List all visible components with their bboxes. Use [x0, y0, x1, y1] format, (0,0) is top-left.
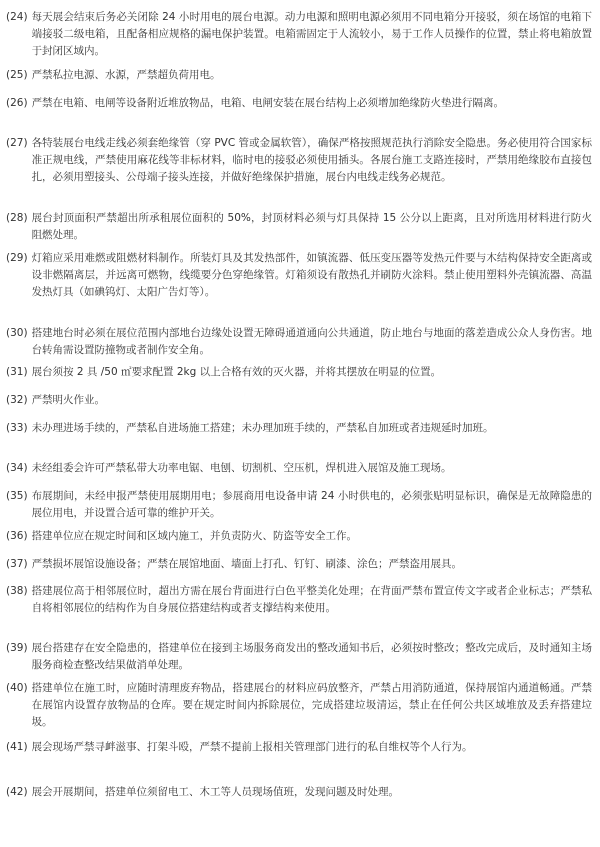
rule-text: 搭建单位在施工时，应随时清理废弃物品，搭建展台的材料应码放整齐，严禁占用消防通道，保持展馆内通道畅通。严禁在展馆内设置存放物品的仓库。要在规定时间内拆除展位，完成搭建垃圾清运，禁止在任何公共区域堆放及丢弃搭建垃圾。	[31, 682, 592, 728]
rule-28	[6, 210, 592, 244]
rule-text: 各特装展台电线走线必须套绝缘管（穿 PVC 管或金属软管），确保严格按照规范执行消除安全隐患。务必使用符合国家标准正规电线，严禁使用麻花线等非标材料，临时电的接驳必须使用插头。各展台施工支路连接时，严禁用绝缘胶布直接包扎，必须用塑接头、公母端子接头连接，并做好绝缘保护措施，展台内电线走线务必规范。	[31, 137, 592, 183]
rule-number: (38)	[6, 585, 28, 597]
rule-number: (36)	[6, 530, 28, 542]
rule-text: 展会现场严禁寻衅滋事、打架斗殴，严禁不提前上报相关管理部门进行的私自维权等个人行为。	[31, 741, 473, 753]
rule-text: 严禁明火作业。	[31, 394, 106, 406]
rule-text: 展台封顶面积严禁超出所承租展位面积的 50%，封顶材料必须与灯具保持 15 公分以上距离，且对所选用材料进行防火阻燃处理。	[31, 212, 592, 241]
rule-text: 每天展会结束后务必关闭除 24 小时用电的展台电源。动力电源和照明电源必须用不同电箱分开接驳，须在场馆的电箱下端接驳二级电箱，且配备相应规格的漏电保护装置。电箱需固定于人流较小，易于工作人员操作的位置，禁止将电箱放置于封闭区域内。	[31, 11, 592, 57]
rule-text: 布展期间，未经申报严禁使用展期用电；参展商用电设备申请 24 小时供电的，必须张贴明显标识，确保是无故障隐患的展位用电，并设置合适可靠的维护开关。	[31, 490, 592, 519]
rule-number: (39)	[6, 642, 28, 654]
rule-number: (32)	[6, 394, 28, 406]
rule-number: (30)	[6, 327, 28, 339]
rule-text: 搭建单位应在规定时间和区域内施工，并负责防火、防盗等安全工作。	[31, 530, 358, 542]
rule-text: 严禁损坏展馆设施设备；严禁在展馆地面、墙面上打孔、钉钉、刷漆、涂色；严禁盗用展具。	[31, 558, 463, 570]
rule-42	[6, 784, 592, 801]
rule-number: (42)	[6, 786, 28, 798]
rule-37	[6, 556, 592, 573]
rule-26	[6, 95, 592, 112]
rule-32	[6, 392, 592, 409]
rule-number: (34)	[6, 462, 28, 474]
rule-41	[6, 739, 592, 756]
rule-39	[6, 640, 592, 674]
rule-24	[6, 9, 592, 60]
rule-text: 展台须按 2 具 /50 ㎡要求配置 2kg 以上合格有效的灭火器，并将其摆放在明显的位置。	[31, 366, 442, 378]
rule-31	[6, 364, 592, 381]
rule-33	[6, 420, 592, 437]
rule-36	[6, 528, 592, 545]
rule-text: 灯箱应采用难燃或阻燃材料制作。所装灯具及其发热部件，如镇流器、低压变压器等发热元件要与木结构保持安全距离或设非燃隔离层，并远离可燃物，线缆要分色穿绝缘管。灯箱须设有散热孔并刷防火涂料。禁止使用塑料外壳镇流器、高温发热灯具（如碘钨灯、太阳广告灯等）。	[31, 252, 592, 298]
rule-number: (40)	[6, 682, 28, 694]
rule-text: 严禁私拉电源、水源，严禁超负荷用电。	[31, 69, 221, 81]
rule-38	[6, 583, 592, 617]
rule-text: 展会开展期间，搭建单位须留电工、木工等人员现场值班，发现问题及时处理。	[31, 786, 400, 798]
rule-number: (35)	[6, 490, 28, 502]
rule-text: 未办理进场手续的，严禁私自进场施工搭建；未办理加班手续的，严禁私自加班或者违规延时加班。	[31, 422, 494, 434]
rule-25	[6, 67, 592, 84]
rule-number: (31)	[6, 366, 28, 378]
rule-number: (25)	[6, 69, 28, 81]
rule-number: (27)	[6, 137, 28, 149]
rule-29	[6, 250, 592, 301]
rule-number: (24)	[6, 11, 28, 23]
rule-number: (37)	[6, 558, 28, 570]
rule-text: 未经组委会许可严禁私带大功率电锯、电刨、切割机、空压机，焊机进入展馆及施工现场。	[31, 462, 452, 474]
rule-number: (29)	[6, 252, 28, 264]
rule-34	[6, 460, 592, 477]
rule-35	[6, 488, 592, 522]
rule-text: 展台搭建存在安全隐患的，搭建单位在接到主场服务商发出的整改通知书后，必须按时整改；整改完成后，及时通知主场服务商检查整改结果做消单处理。	[31, 642, 592, 671]
rule-text: 搭建展位高于相邻展位时，超出方需在展台背面进行白色平整美化处理；在背面严禁布置宣传文字或者企业标志；严禁私自将相邻展位的结构作为自身展位搭建结构或者支撑结构来使用。	[31, 585, 592, 614]
rule-number: (33)	[6, 422, 28, 434]
rule-text: 搭建地台时必须在展位范围内部地台边缘处设置无障碍通道通向公共通道，防止地台与地面的落差造成公众人身伤害。地台转角需设置防撞物或者制作安全角。	[31, 327, 592, 356]
rule-text: 严禁在电箱、电闸等设备附近堆放物品，电箱、电闸安装在展台结构上必须增加绝缘防火垫进行隔离。	[31, 97, 505, 109]
rule-number: (26)	[6, 97, 28, 109]
rule-30	[6, 325, 592, 359]
rule-40	[6, 680, 592, 731]
rule-27	[6, 135, 592, 186]
rule-number: (28)	[6, 212, 28, 224]
rule-number: (41)	[6, 741, 28, 753]
